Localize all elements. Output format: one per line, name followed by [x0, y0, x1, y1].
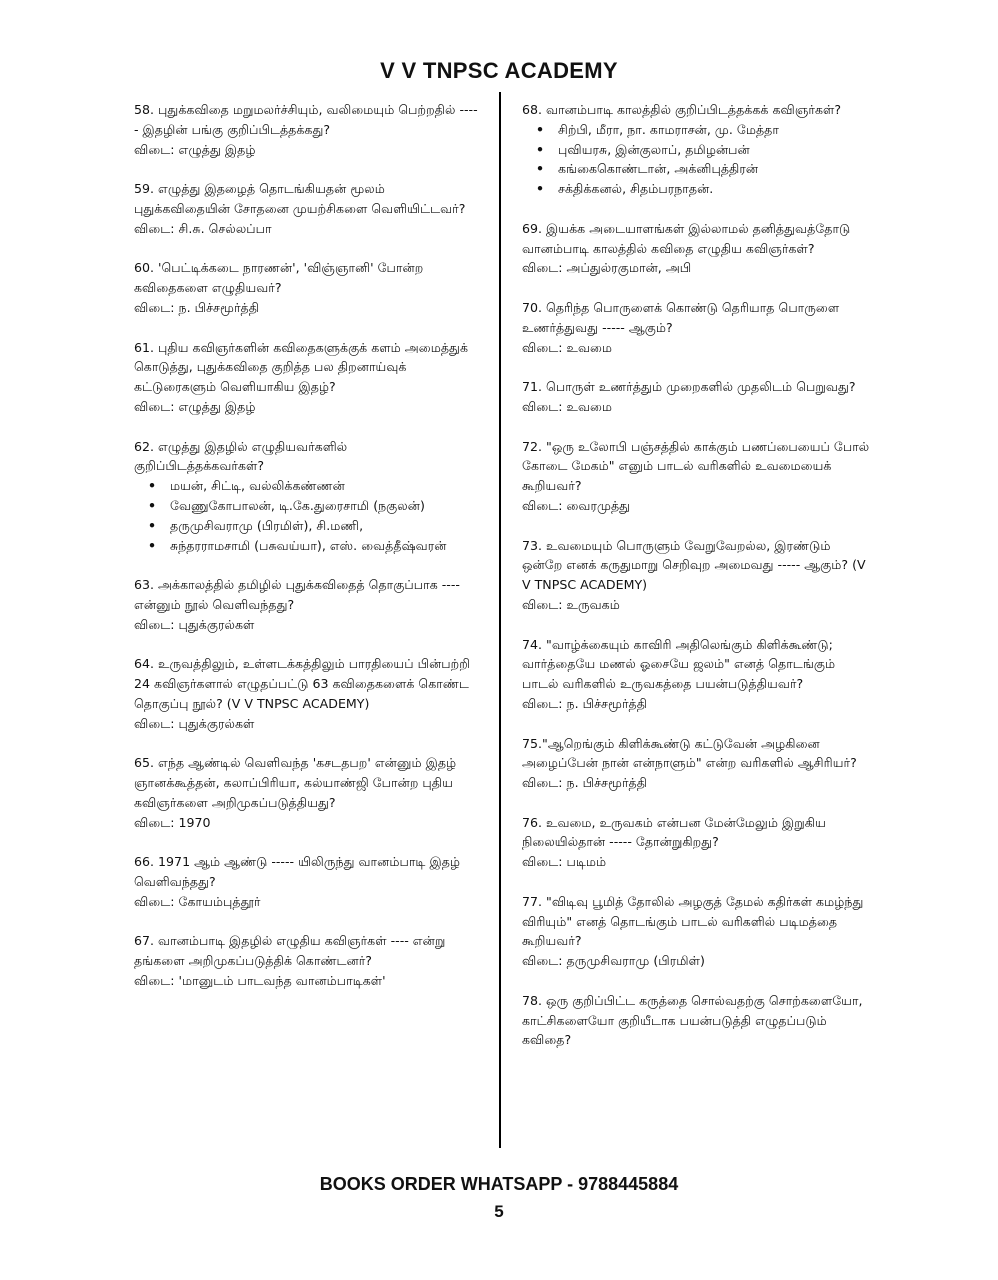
answer-bullet-list: [134, 476, 478, 555]
question-block: [522, 991, 872, 1050]
answer-text: விடை: அப்துல்ரகுமான், அபி: [522, 260, 692, 276]
question-text: 61. புதிய கவிஞர்களின் கவிதைகளுக்குக் களம் அமைத்துக் கொடுத்து, புதுக்கவிதை குறித்த பல திறனாய்வுக் கட்டுரைகளும் வெளியாகிய இதழ்?: [134, 339, 469, 395]
question-text: 59. எழுத்து இதழைத் தொடங்கியதன் மூலம் புதுக்கவிதையின் சோதனை முயற்சிகளை வெளியிட்டவர்?: [134, 181, 466, 216]
question-block: [522, 100, 872, 199]
left-column: [134, 100, 478, 1011]
column-divider: [499, 92, 501, 1148]
answer-text: விடை: எழுத்து இதழ்: [134, 398, 256, 414]
question-block: [134, 100, 478, 159]
question-text: 58. புதுக்கவிதை மறுமலர்ச்சியும், வலிமையும் பெற்றதில் ----- இதழின் பங்கு குறிப்பிடத்தக்கது?: [134, 102, 478, 137]
question-text: 68. வானம்பாடி காலத்தில் குறிப்பிடத்தக்கக் கவிஞர்கள்?: [522, 102, 842, 117]
answer-text: விடை: ந. பிச்சமூர்த்தி: [522, 695, 648, 711]
question-block: [522, 892, 872, 971]
answer-bullet-item: • சுந்தரராமசாமி (பசுவய்யா), எஸ். வைத்தீஷ்வரன்: [160, 536, 478, 556]
answer-text: விடை: புதுக்குரல்கள்: [134, 715, 255, 731]
question-block: [134, 654, 478, 733]
answer-bullet-item: • கங்கைகொண்டான், அக்னிபுத்திரன்: [548, 159, 872, 179]
question-block: [134, 931, 478, 990]
question-text: 67. வானம்பாடி இதழில் எழுதிய கவிஞர்கள் ---- என்று தங்களை அறிமுகப்படுத்திக் கொண்டனர்?: [134, 933, 446, 969]
question-block: [522, 635, 872, 714]
answer-text: விடை: ந. பிச்சமூர்த்தி: [522, 775, 648, 791]
question-block: [134, 753, 478, 832]
question-text: 60. 'பெட்டிக்கடை நாரணன்', 'விஞ்ஞானி' போன்ற கவிதைகளை எழுதியவர்?: [134, 260, 424, 296]
question-text: 78. ஒரு குறிப்பிட்ட கருத்தை சொல்வதற்கு சொற்களையோ, காட்சிகளையோ குறியீடாக பயன்படுத்தி எழுதப்படும் கவிதை?: [522, 992, 863, 1048]
question-block: [134, 258, 478, 317]
question-block: [134, 575, 478, 634]
question-block: [522, 219, 872, 278]
answer-bullet-list: [522, 120, 872, 199]
answer-text: விடை: ந. பிச்சமூர்த்தி: [134, 299, 260, 315]
question-text: 69. இயக்க அடையாளங்கள் இல்லாமல் தனித்துவத்தோடு வானம்பாடி காலத்தில் கவிதை எழுதிய கவிஞர்கள்?: [522, 220, 851, 256]
question-block: [134, 179, 478, 238]
question-text: 62. எழுத்து இதழில் எழுதியவர்களில் குறிப்பிடத்தக்கவர்கள்?: [134, 438, 348, 474]
answer-bullet-item: • புவியரசு, இன்குலாப், தமிழன்பன்: [548, 140, 872, 160]
answer-text: விடை: படிமம்: [522, 854, 607, 870]
question-block: [522, 377, 872, 417]
question-text: 65. எந்த ஆண்டில் வெளிவந்த 'கசடதபற' என்னும் இதழ் ஞானக்கூத்தன், கலாப்பிரியா, கல்யாண்ஜி போன்ற புதிய கவிஞர்களை அறிமுகப்படுத்தியது?: [134, 755, 457, 810]
question-text: 63. அக்காலத்தில் தமிழில் புதுக்கவிதைத் தொகுப்பாக ---- என்னும் நூல் வெளிவந்தது?: [134, 577, 460, 612]
answer-text: விடை: எழுத்து இதழ்: [134, 141, 256, 157]
answer-text: விடை: சி.சு. செல்லப்பா: [134, 220, 272, 236]
answer-bullet-item: • மயன், சிட்டி, வல்லிக்கண்ணன்: [160, 476, 478, 496]
answer-text: விடை: புதுக்குரல்கள்: [134, 616, 255, 632]
right-column: [522, 100, 872, 1070]
page-header-title: V V TNPSC ACADEMY: [380, 58, 618, 83]
answer-text: விடை: தருமுசிவராமு (பிரமிள்): [522, 953, 705, 969]
answer-text: விடை: உவமை: [522, 398, 613, 414]
question-block: [134, 437, 478, 556]
answer-text: விடை: 'மானுடம் பாடவந்த வானம்பாடிகள்': [134, 973, 386, 989]
answer-text: விடை: கோயம்புத்தூர்: [134, 893, 261, 909]
question-text: 72. "ஒரு உலோபி பஞ்சத்தில் காக்கும் பணப்பையைப் போல் கோடை மேகம்" எனும் பாடல் வரிகளில் உவமையைக் கூறியவர்?: [522, 438, 870, 494]
question-block: [134, 338, 478, 417]
answer-text: விடை: 1970: [134, 814, 211, 830]
answer-bullet-item: • வேணுகோபாலன், டி.கே.துரைசாமி (நகுலன்): [160, 496, 478, 516]
answer-text: விடை: வைரமுத்து: [522, 497, 631, 513]
answer-bullet-item: • சக்திக்கனல், சிதம்பரநாதன்.: [548, 179, 872, 199]
question-text: 71. பொருள் உணர்த்தும் முறைகளில் முதலிடம் பெறுவது?: [522, 379, 856, 395]
page-number: 5: [494, 1202, 504, 1221]
question-block: [522, 437, 872, 516]
answer-bullet-item: • தருமுசிவராமு (பிரமிள்), சி.மணி,: [160, 516, 478, 536]
question-text: 76. உவமை, உருவகம் என்பன மேன்மேலும் இறுகிய நிலையில்தான் ----- தோன்றுகிறது?: [522, 814, 826, 850]
answer-text: விடை: உவமை: [522, 339, 613, 355]
question-text: 70. தெரிந்த பொருளைக் கொண்டு தெரியாத பொருளை உணர்த்துவது ----- ஆகும்?: [522, 299, 840, 335]
answer-bullet-item: • சிற்பி, மீரா, நா. காமராசன், மு. மேத்தா: [548, 120, 872, 140]
question-text: 73. உவமையும் பொருளும் வேறுவேறல்ல, இரண்டும் ஒன்றே எனக் கருதுமாறு செறிவுற அமைவது ----- ஆகும்? (V V TNPSC ACADEMY): [522, 537, 866, 593]
question-text: 77. "விடிவு பூமித் தோலில் அழகுத் தேமல் கதிர்கள் கமழ்ந்து விரியும்" எனத் தொடங்கும் பாடல் வரிகளில் படிமத்தை கூறியவர்?: [522, 893, 864, 949]
question-block: [134, 852, 478, 911]
question-text: 74. "வாழ்க்கையும் காவிரி அதிலெங்கும் கிளிக்கூண்டு; வார்த்தையே மணல் ஓசையே ஜலம்" எனத் தொடங்கும் பாடல் வரிகளில் உருவகத்தை பயன்படுத்தியவர்?: [522, 636, 836, 692]
question-block: [522, 813, 872, 872]
question-text: 64. உருவத்திலும், உள்ளடக்கத்திலும் பாரதியைப் பின்பற்றி 24 கவிஞர்களால் எழுதப்பட்டு 63 கவிதைகளைக் கொண்ட தொகுப்பு நூல்? (V V TNPSC ACADEMY): [134, 656, 471, 711]
question-text: 66. 1971 ஆம் ஆண்டு ----- யிலிருந்து வானம்பாடி இதழ் வெளிவந்தது?: [134, 854, 461, 890]
answer-text: விடை: உருவகம்: [522, 596, 620, 612]
question-block: [522, 536, 872, 615]
books-order-footer: BOOKS ORDER WHATSAPP - 9788445884: [319, 1174, 679, 1194]
question-block: [522, 734, 872, 793]
question-text: 75."ஆறெங்கும் கிளிக்கூண்டு கட்டுவேன் அழகினை அழைப்பேன் நான் என்நாளும்" என்ற வரிகளில் ஆசிரியர்?: [522, 735, 857, 771]
question-block: [522, 298, 872, 357]
